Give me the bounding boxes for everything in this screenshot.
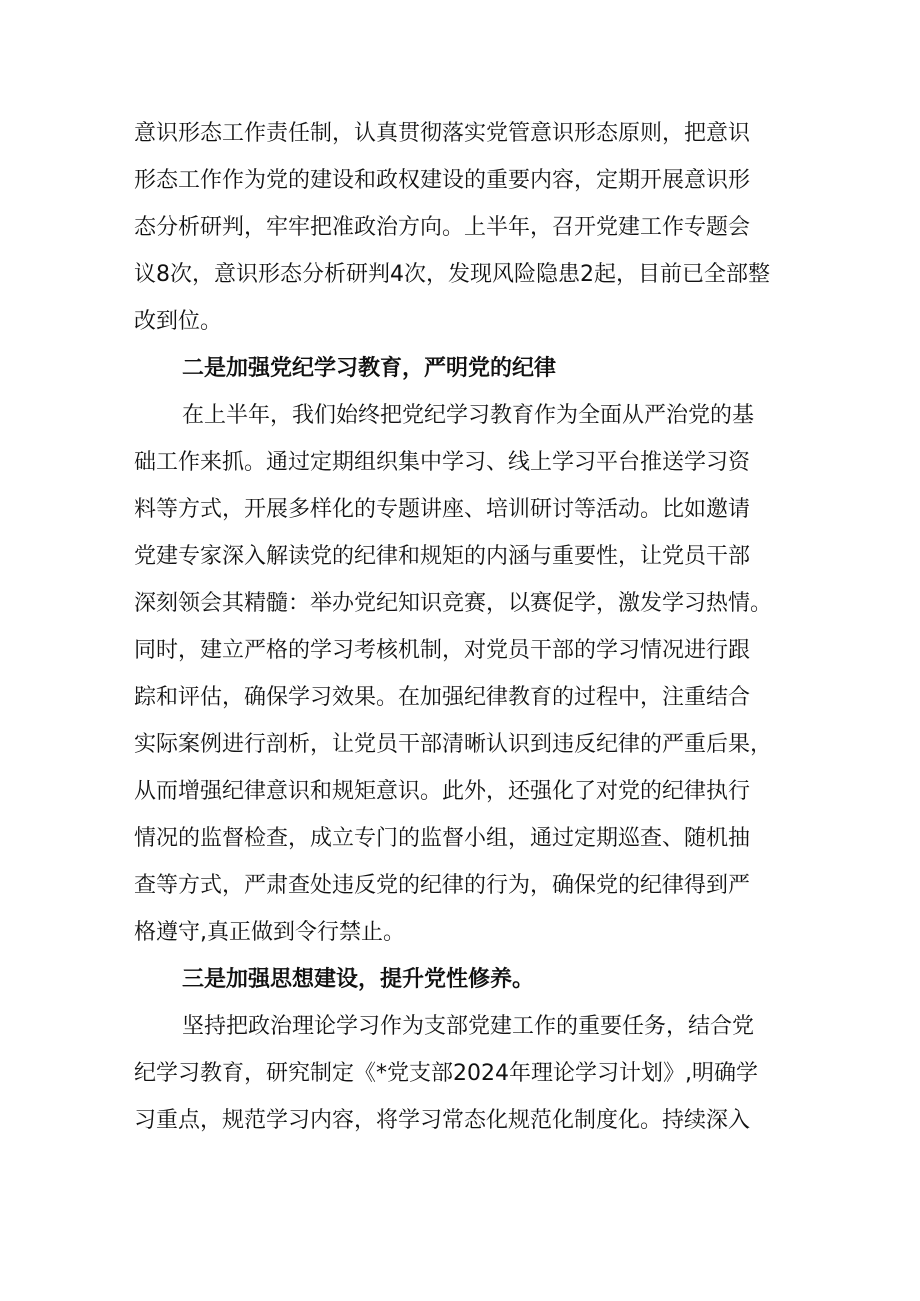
body-line: 格遵守,真正做到令行禁止。 — [134, 920, 405, 945]
body-line: 意识形态工作责任制，认真贯彻落实党管意识形态原则，把意识 — [134, 121, 751, 146]
paragraph-first-line: 在上半年，我们始终把党纪学习教育作为全面从严治党的基 — [182, 403, 755, 428]
body-line: 料等方式，开展多样化的专题讲座、培训研讨等活动。比如邀请 — [134, 497, 751, 522]
body-line: 态分析研判，牢牢把准政治方向。上半年，召开党建工作专题会 — [134, 215, 751, 240]
body-line: 改到位。 — [134, 309, 223, 334]
body-line: 党建专家深入解读党的纪律和规矩的内涵与重要性，让党员干部 — [134, 544, 751, 569]
body-line: 议8次，意识形态分析研判4次，发现风险隐患2起，目前已全部整 — [134, 262, 770, 287]
body-line: 情况的监督检查，成立专门的监督小组，通过定期巡查、随机抽 — [134, 826, 751, 851]
body-line: 查等方式，严肃查处违反党的纪律的行为，确保党的纪律得到严 — [134, 873, 751, 898]
body-line: 同时，建立严格的学习考核机制，对党员干部的学习情况进行跟 — [134, 638, 751, 663]
section-heading: 二是加强党纪学习教育，严明党的纪律 — [182, 356, 557, 381]
body-line: 形态工作作为党的建设和政权建设的重要内容，定期开展意识形 — [134, 168, 751, 193]
section-heading: 三是加强思想建设，提升党性修养。 — [182, 967, 535, 992]
body-line: 础工作来抓。通过定期组织集中学习、线上学习平台推送学习资 — [134, 450, 751, 475]
body-line: 纪学习教育，研究制定《*党支部2024年理论学习计划》,明确学 — [134, 1061, 758, 1086]
body-line: 从而增强纪律意识和规矩意识。此外，还强化了对党的纪律执行 — [134, 779, 751, 804]
paragraph-first-line: 坚持把政治理论学习作为支部党建工作的重要任务，结合党 — [182, 1014, 755, 1039]
body-line: 踪和评估，确保学习效果。在加强纪律教育的过程中，注重结合 — [134, 685, 751, 710]
document-body — [134, 110, 794, 1144]
body-line: 深刻领会其精髓：举办党纪知识竞赛，以赛促学，激发学习热情。 — [134, 591, 773, 616]
body-line: 实际案例进行剖析，让党员干部清晰认识到违反纪律的严重后果， — [134, 732, 773, 757]
body-line: 习重点，规范学习内容，将学习常态化规范化制度化。持续深入 — [134, 1108, 751, 1133]
